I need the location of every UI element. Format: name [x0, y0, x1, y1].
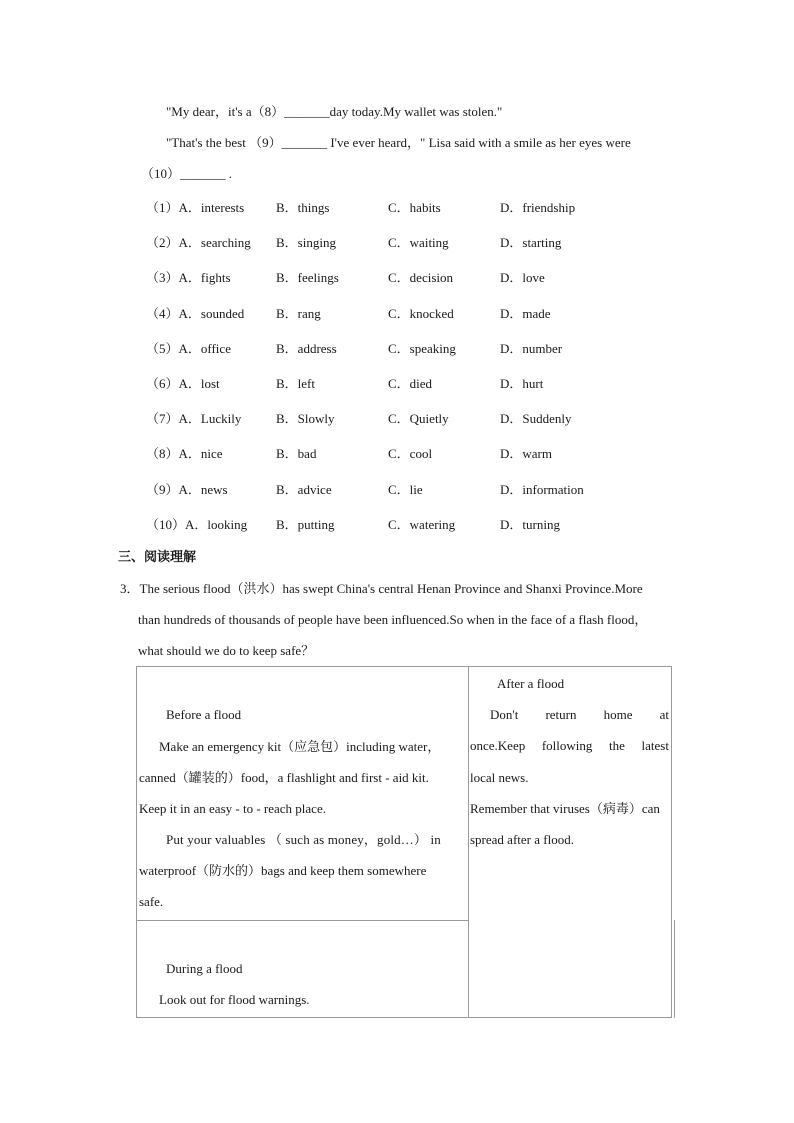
option-a: （8）A．nice [146, 446, 223, 461]
section-heading: 三、阅读理解 [118, 550, 197, 565]
option-d: D．Suddenly [500, 411, 572, 426]
option-c: C．waiting [388, 235, 449, 250]
option-b: B．advice [276, 482, 332, 497]
option-d: D．friendship [500, 200, 576, 215]
before-flood-line-2: canned（罐装的）food，a flashlight and first - aid kit. [139, 770, 429, 785]
table-edge-line [674, 920, 675, 1018]
option-c: C．lie [388, 482, 423, 497]
after-flood-line-1: Don't return home at [490, 707, 669, 722]
option-d: D．turning [500, 517, 560, 532]
before-flood-line-5: waterproof（防水的）bags and keep them somewhere [139, 863, 427, 878]
during-flood-title: During a flood [166, 961, 243, 976]
option-b: B．address [276, 341, 337, 356]
after-flood-line-2: once.Keep following the latest [470, 738, 669, 753]
option-d: D．hurt [500, 376, 544, 391]
option-a: （5）A．office [146, 341, 231, 356]
option-b: B．left [276, 376, 315, 391]
passage-line-1: "My dear，it's a（8）_______day today.My wallet was stolen." [166, 104, 503, 119]
option-b: B．singing [276, 235, 336, 250]
option-c: C．speaking [388, 341, 456, 356]
option-c: C．habits [388, 200, 441, 215]
option-d: D．number [500, 341, 563, 356]
option-b: B．rang [276, 306, 321, 321]
option-c: C．Quietly [388, 411, 449, 426]
option-d: D．warm [500, 446, 552, 461]
after-flood-line-5: spread after a flood. [470, 832, 574, 847]
question-3-line-2: than hundreds of thousands of people have been influenced.So when in the face of a flash flood， [138, 612, 648, 627]
option-a: （1）A．interests [146, 200, 245, 215]
option-d: D．love [500, 270, 545, 285]
option-d: D．information [500, 482, 584, 497]
option-b: B．feelings [276, 270, 339, 285]
option-a: （2）A．searching [146, 235, 251, 250]
option-a: （10）A．looking [146, 517, 248, 532]
option-a: （6）A．lost [146, 376, 220, 391]
option-b: B．putting [276, 517, 335, 532]
before-flood-cell [136, 666, 469, 921]
option-c: C．decision [388, 270, 453, 285]
option-c: C．watering [388, 517, 456, 532]
after-flood-line-4: Remember that viruses（病毒）can [470, 801, 660, 816]
during-flood-line-1: Look out for flood warnings. [159, 992, 310, 1007]
after-flood-line-3: local news. [470, 770, 529, 785]
option-c: C．cool [388, 446, 433, 461]
option-b: B．Slowly [276, 411, 335, 426]
before-flood-line-3: Keep it in an easy - to - reach place. [139, 801, 326, 816]
option-b: B．bad [276, 446, 317, 461]
option-c: C．died [388, 376, 433, 391]
option-a: （7）A．Luckily [146, 411, 242, 426]
option-d: D．made [500, 306, 551, 321]
option-a: （3）A．fights [146, 270, 231, 285]
option-b: B．things [276, 200, 330, 215]
before-flood-title: Before a flood [166, 707, 242, 722]
passage-line-2: "That's the best （9）_______ I've ever heard，" Lisa said with a smile as her eyes were [166, 135, 631, 150]
option-a: （9）A．news [146, 482, 228, 497]
before-flood-line-4: Put your valuables （ such as money，gold…） in [166, 832, 441, 847]
passage-line-3: （10）_______ . [141, 166, 233, 181]
question-3-line-1: 3．The serious flood（洪水）has swept China's central Henan Province and Shanxi Province.More [120, 581, 643, 596]
option-a: （4）A．sounded [146, 306, 245, 321]
option-d: D．starting [500, 235, 562, 250]
before-flood-line-6: safe. [139, 894, 164, 909]
before-flood-line-1: Make an emergency kit（应急包）including water， [159, 739, 441, 754]
question-3-line-3: what should we do to keep safe？ [138, 643, 315, 658]
after-flood-title: After a flood [497, 676, 565, 691]
option-c: C．knocked [388, 306, 454, 321]
